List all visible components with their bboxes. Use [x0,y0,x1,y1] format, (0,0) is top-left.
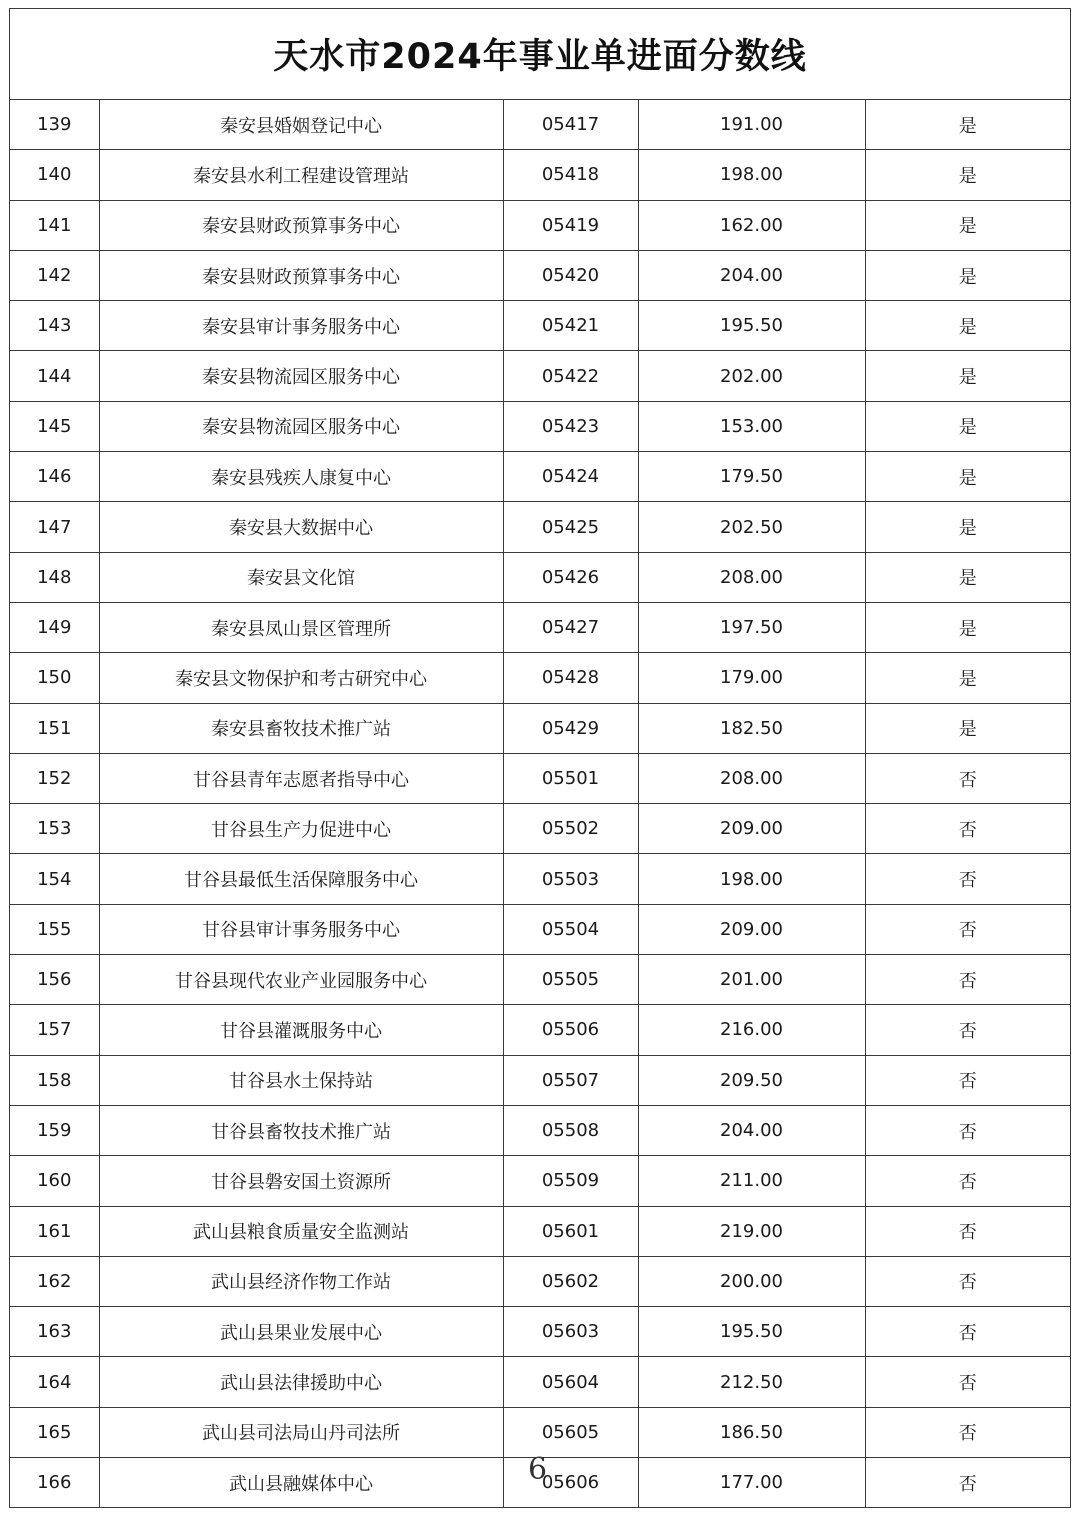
unit-name-cell: 甘谷县生产力促进中心 [99,804,503,854]
unit-name-cell: 甘谷县磐安国土资源所 [99,1156,503,1206]
position-code-cell: 05509 [503,1156,638,1206]
unit-name-cell: 甘谷县畜牧技术推广站 [99,1105,503,1155]
row-number-cell: 157 [10,1005,99,1055]
unit-name-cell: 武山县法律援助中心 [99,1357,503,1407]
table-row [10,351,1070,401]
unit-name-cell: 武山县果业发展中心 [99,1307,503,1357]
row-number-cell: 160 [10,1156,99,1206]
flag-cell: 否 [865,955,1070,1005]
flag-cell: 是 [865,100,1070,150]
row-number-cell: 141 [10,200,99,250]
position-code-cell: 05605 [503,1407,638,1457]
score-cell: 209.00 [638,904,865,954]
flag-cell: 是 [865,200,1070,250]
score-cell: 182.50 [638,703,865,753]
position-code-cell: 05417 [503,100,638,150]
page-number: 6 [528,1452,548,1487]
table-row [10,452,1070,502]
score-cell: 191.00 [638,100,865,150]
table-row [10,301,1070,351]
position-code-cell: 05602 [503,1256,638,1306]
score-cell: 209.50 [638,1055,865,1105]
row-number-cell: 156 [10,955,99,1005]
position-code-cell: 05424 [503,452,638,502]
unit-name-cell: 秦安县财政预算事务中心 [99,250,503,300]
position-code-cell: 05604 [503,1357,638,1407]
position-code-cell: 05506 [503,1005,638,1055]
flag-cell: 是 [865,301,1070,351]
table-row [10,1005,1070,1055]
table-row [10,804,1070,854]
score-cell: 209.00 [638,804,865,854]
score-cell: 202.50 [638,502,865,552]
unit-name-cell: 秦安县水利工程建设管理站 [99,150,503,200]
table-row [10,1407,1070,1457]
position-code-cell: 05502 [503,804,638,854]
unit-name-cell: 秦安县畜牧技术推广站 [99,703,503,753]
score-cell: 197.50 [638,602,865,652]
unit-name-cell: 甘谷县最低生活保障服务中心 [99,854,503,904]
table-row [10,250,1070,300]
position-code-cell: 05503 [503,854,638,904]
row-number-cell: 147 [10,502,99,552]
unit-name-cell: 秦安县凤山景区管理所 [99,602,503,652]
unit-name-cell: 甘谷县水土保持站 [99,1055,503,1105]
row-number-cell: 166 [10,1458,99,1508]
row-number-cell: 155 [10,904,99,954]
row-number-cell: 142 [10,250,99,300]
table-row [10,703,1070,753]
score-table-sheet [9,8,1071,1508]
unit-name-cell: 武山县司法局山丹司法所 [99,1407,503,1457]
unit-name-cell: 秦安县物流园区服务中心 [99,401,503,451]
position-code-cell: 05508 [503,1105,638,1155]
position-code-cell: 05426 [503,552,638,602]
flag-cell: 否 [865,1156,1070,1206]
score-cell: 211.00 [638,1156,865,1206]
table-row [10,653,1070,703]
position-code-cell: 05507 [503,1055,638,1105]
table-row [10,1256,1070,1306]
flag-cell: 是 [865,401,1070,451]
table-body [10,100,1070,1507]
flag-cell: 否 [865,1005,1070,1055]
table-row [10,904,1070,954]
score-cell: 186.50 [638,1407,865,1457]
score-cell: 179.50 [638,452,865,502]
unit-name-cell: 甘谷县灌溉服务中心 [99,1005,503,1055]
row-number-cell: 162 [10,1256,99,1306]
row-number-cell: 149 [10,602,99,652]
flag-cell: 否 [865,1357,1070,1407]
position-code-cell: 05427 [503,602,638,652]
flag-cell: 否 [865,1407,1070,1457]
flag-cell: 是 [865,150,1070,200]
score-cell: 179.00 [638,653,865,703]
table-row [10,1156,1070,1206]
position-code-cell: 05504 [503,904,638,954]
position-code-cell: 05603 [503,1307,638,1357]
flag-cell: 否 [865,1256,1070,1306]
position-code-cell: 05501 [503,753,638,803]
flag-cell: 否 [958,1473,977,1495]
position-code-cell: 05423 [503,401,638,451]
flag-cell: 是 [865,351,1070,401]
row-number-cell: 144 [10,351,99,401]
row-number-cell: 148 [10,552,99,602]
position-code-cell: 05422 [503,351,638,401]
row-number-cell: 152 [10,753,99,803]
score-cell: 195.50 [638,1307,865,1357]
table-row [10,1105,1070,1155]
score-cell: 204.00 [638,1105,865,1155]
table-row [10,552,1070,602]
flag-cell: 否 [865,904,1070,954]
unit-name-cell: 甘谷县现代农业产业园服务中心 [99,955,503,1005]
unit-name-cell: 甘谷县审计事务服务中心 [99,904,503,954]
row-number-cell: 164 [10,1357,99,1407]
row-number-cell: 140 [10,150,99,200]
row-number-cell: 146 [10,452,99,502]
flag-cell: 否 [865,1055,1070,1105]
flag-cell: 否 [865,1206,1070,1256]
score-table [10,100,1070,1507]
flag-cell: 否 [865,854,1070,904]
unit-name-cell: 秦安县审计事务服务中心 [99,301,503,351]
table-row [10,502,1070,552]
row-number-cell: 151 [10,703,99,753]
score-cell: 208.00 [638,753,865,803]
row-number-cell: 139 [10,100,99,150]
score-cell: 201.00 [638,955,865,1005]
table-row [10,602,1070,652]
score-cell: 198.00 [638,150,865,200]
table-row [10,401,1070,451]
title-row [10,9,1070,100]
position-code-cell: 05421 [503,301,638,351]
row-number-cell: 154 [10,854,99,904]
flag-cell: 是 [865,502,1070,552]
flag-cell: 否 [865,753,1070,803]
unit-name-cell: 武山县粮食质量安全监测站 [99,1206,503,1256]
row-number-cell: 158 [10,1055,99,1105]
score-cell: 208.00 [638,552,865,602]
unit-name-cell: 甘谷县青年志愿者指导中心 [99,753,503,803]
score-cell: 195.50 [638,301,865,351]
flag-cell: 是 [865,552,1070,602]
position-code-cell: 05606 [503,1458,638,1508]
flag-cell: 是 [865,602,1070,652]
unit-name-cell: 武山县经济作物工作站 [99,1256,503,1306]
table-row [10,753,1070,803]
row-number-cell: 159 [10,1105,99,1155]
position-code-cell: 05420 [503,250,638,300]
position-code-cell: 05418 [503,150,638,200]
unit-name-cell: 秦安县文物保护和考古研究中心 [99,653,503,703]
table-row [10,100,1070,150]
score-cell: 198.00 [638,854,865,904]
flag-cell: 是 [865,653,1070,703]
flag-cell: 否 [865,1105,1070,1155]
unit-name-cell: 秦安县文化馆 [99,552,503,602]
row-number-cell: 165 [10,1407,99,1457]
flag-cell: 否 [865,804,1070,854]
row-number-cell: 153 [10,804,99,854]
score-cell: 162.00 [638,200,865,250]
table-row [10,150,1070,200]
table-row [10,1206,1070,1256]
row-number-cell: 143 [10,301,99,351]
table-row [10,1307,1070,1357]
flag-cell: 是 [865,250,1070,300]
flag-cell: 是 [865,452,1070,502]
table-row [10,854,1070,904]
row-number-cell: 163 [10,1307,99,1357]
row-number-cell: 161 [10,1206,99,1256]
position-code-cell: 05419 [503,200,638,250]
table-row [10,1055,1070,1105]
table-row [10,955,1070,1005]
flag-cell: 是 [865,703,1070,753]
unit-name-cell: 秦安县物流园区服务中心 [99,351,503,401]
score-cell: 202.00 [638,351,865,401]
unit-name-cell: 秦安县残疾人康复中心 [99,452,503,502]
table-row [10,1357,1070,1407]
table-row [10,200,1070,250]
score-cell: 216.00 [638,1005,865,1055]
position-code-cell: 05505 [503,955,638,1005]
page-title: 天水市2024年事业单进面分数线 [273,37,807,77]
score-cell: 219.00 [638,1206,865,1256]
row-number-cell: 150 [10,653,99,703]
position-code-cell: 05601 [503,1206,638,1256]
unit-name-cell: 武山县融媒体中心 [99,1458,503,1508]
score-cell: 212.50 [638,1357,865,1407]
score-cell: 200.00 [638,1256,865,1306]
flag-cell: 否 [865,1307,1070,1357]
score-cell: 204.00 [638,250,865,300]
position-code-cell: 05428 [503,653,638,703]
row-number-cell: 145 [10,401,99,451]
score-cell: 153.00 [638,401,865,451]
unit-name-cell: 秦安县婚姻登记中心 [99,100,503,150]
unit-name-cell: 秦安县大数据中心 [99,502,503,552]
score-cell: 177.00 [638,1458,865,1508]
unit-name-cell: 秦安县财政预算事务中心 [99,200,503,250]
position-code-cell: 05429 [503,703,638,753]
position-code-cell: 05425 [503,502,638,552]
